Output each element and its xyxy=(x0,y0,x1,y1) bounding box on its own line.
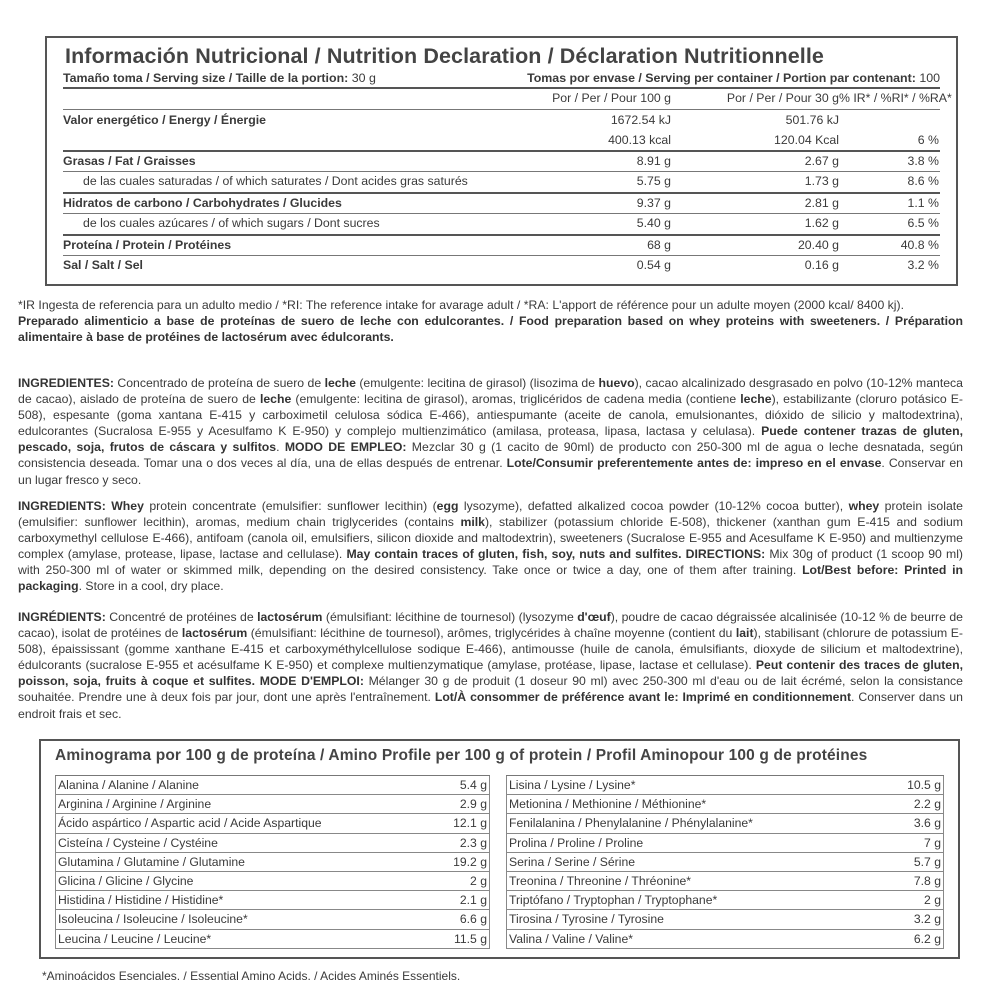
amino-value: 5.7 g xyxy=(913,854,941,869)
ingredients-french: INGRÉDIENTS: Concentré de protéines de lactosérum (émulsifiant: lécithine de tournesol) (lysozyme d'œuf), poudre de cacao dégraissée alcalinisée (10-12 % de beurre de cacao), isolat de protéines de lactosérum (émulsifiant: lécithine de tournesol), arômes, triglycérides à chaîne moyenne (contient du lait), stabilisant (chlorure de potassium E-508), épaississant (gomme xanthane E-415 et carboxyméthylcellulose sodique E-466), antimousse (huile de canola, émulsifiants, dioxyde de silicium et maltodextrine), édulcorants (sucralose E-955 et acésulfame K E-950) et complexe multienzymatique (amylase, protéase, lipase, lactase et cellulase). Peut contenir des traces de gluten, poisson, soja, fruits à coque et sulfites. MODE D'EMPLOI: Mélanger 30 g de produit (1 doseur 90 ml) avec 250-300 ml d'eau ou de lait écrémé, selon la consistance souhaitée. Prendre une à deux fois par jour, dont une après l'entraînement. Lot/À consommer de préférence avant le: Imprimé en conditionnement. Conserver dans un endroit frais et sec. xyxy=(18,610,963,721)
essential-amino-footnote: *Aminoácidos Esenciales. / Essential Amino Acids. / Acides Aminés Essentiels. xyxy=(42,969,461,983)
amino-row xyxy=(55,795,490,814)
amino-value: 6.2 g xyxy=(913,931,941,946)
amino-name: Ácido aspártico / Aspartic acid / Acide Aspartique xyxy=(58,816,322,831)
amino-row xyxy=(506,834,944,853)
amino-name: Leucina / Leucine / Leucine* xyxy=(58,931,212,946)
amino-value: 5.4 g xyxy=(459,778,487,792)
amino-value: 2.3 g xyxy=(459,835,487,850)
amino-row xyxy=(55,891,490,910)
nutrition-table xyxy=(45,36,958,286)
nutrition-column-headers xyxy=(63,89,952,110)
nutrition-title: Información Nutricional / Nutrition Declaration / Déclaration Nutritionnelle xyxy=(65,44,824,68)
amino-name: Serina / Serine / Sérine xyxy=(509,854,636,869)
amino-name: Fenilalanina / Phenylalanine / Phénylalanine* xyxy=(509,816,753,831)
amino-row xyxy=(506,814,944,833)
amino-profile-table xyxy=(39,739,960,959)
amino-value: 7.8 g xyxy=(913,873,941,888)
amino-row xyxy=(506,776,944,795)
amino-value: 2.2 g xyxy=(913,797,941,812)
amino-row xyxy=(55,910,490,929)
amino-value: 2 g xyxy=(924,893,941,908)
amino-row xyxy=(506,872,944,891)
amino-value: 3.2 g xyxy=(913,912,941,927)
amino-name: Treonina / Threonine / Thréonine* xyxy=(509,873,692,888)
ingredients-spanish: INGREDIENTES: Concentrado de proteína de suero de leche (emulgente: lecitina de girasol) (lisozima de huevo), cacao alcalinizado desgrasado en polvo (10-12% manteca de cacao), aislado de proteína de suero de leche (emulgente: lecitina de girasol), aromas, triglicéridos de cadena media (contiene leche), estabilizante (cloruro potásico E-508), espesante (goma xantana E-415 y carboximetil celulosa sódica E-466), antiespumante (aceite de canola, emulsionantes, dióxido de silicio y maltodextrina), edulcorantes (Sucralosa E-955 y Acesulfamo K E-950) y complejo multienzimático (amilasa, proteasa, lipasa, lactasa y celulasa). Puede contener trazas de gluten, pescado, soja, frutos de cáscara y sulfitos. MODO DE EMPLEO: Mezclar 30 g (1 cacito de 90ml) de producto con 250-300 ml de agua o leche desnatada, según consistencia deseada. Tomar una o dos veces al día, una de ellas después de entrenar. Lote/Consumir preferentemente antes de: impreso en el envase. Conservar en un lugar fresco y seco. xyxy=(18,376,963,487)
nutrition-row-sugars: de los cuales azúcares / of which sugars / Dont sucres 5.40 g 1.62 g 6.5 % xyxy=(63,214,940,236)
amino-value: 7 g xyxy=(924,835,941,850)
reference-intake-note: *IR Ingesta de referencia para un adulto medio / *RI: The reference intake for avarage adult / *RA: L'apport de référence pour un adulte moyen (2000 kcal/ 8400 kj). Preparado alimenticio a base de proteínas de suero de leche con edulcorantes. / Food preparation based on whey proteins with sweeteners. / Préparation alimentaire à base de protéines de lactosérum avec édulcorants. xyxy=(18,298,963,345)
amino-value: 10.5 g xyxy=(907,778,941,792)
amino-value: 3.6 g xyxy=(913,816,941,831)
col-header-30g: Por / Per / Pour 30 g xyxy=(726,91,839,105)
amino-row xyxy=(506,795,944,814)
amino-value: 19.2 g xyxy=(453,854,487,869)
nutrition-row-carbohydrates: Hidratos de carbono / Carbohydrates / Glucides 9.37 g 2.81 g 1.1 % xyxy=(63,194,940,215)
amino-name: Tirosina / Tyrosine / Tyrosine xyxy=(509,912,664,927)
amino-value: 12.1 g xyxy=(453,816,487,831)
amino-name: Cisteína / Cysteine / Cystéine xyxy=(58,835,218,850)
nutrition-row-salt: Sal / Salt / Sel 0.54 g 0.16 g 3.2 % xyxy=(63,258,939,272)
amino-name: Triptófano / Tryptophan / Tryptophane* xyxy=(509,893,718,908)
amino-row xyxy=(506,910,944,929)
amino-row xyxy=(506,891,944,910)
servings-per-container: Tomas por envase / Serving per container / Portion par contenant: 100 xyxy=(527,71,940,85)
amino-name: Alanina / Alanine / Alanine xyxy=(58,778,199,792)
amino-name: Valina / Valine / Valine* xyxy=(509,931,633,946)
nutrition-row-saturates: de las cuales saturadas / of which saturates / Dont acides gras saturés 5.75 g 1.73 g 8.6 % xyxy=(63,172,940,194)
amino-row xyxy=(506,930,944,949)
amino-column-right xyxy=(506,775,944,949)
amino-grid xyxy=(55,775,944,949)
ingredients-english: INGREDIENTS: Whey protein concentrate (emulsifier: sunflower lecithin) (egg lysozyme), defatted alkalized cocoa powder (10-12% cocoa butter), whey protein isolate (emulsifier: sunflower lecithin), aromas, medium chain triglycerides (contains milk), stabilizer (potassium chloride E-508), thickener (xanthan gum E-415 and sodium carboxymethyl cellulose E-466), antifoam (canola oil, emulsifiers, silicon dioxide and maltodextrin), sweeteners (Sucralose E-955 and Acesulfame K E-950) and multienzyme complex (amylase, protease, lipase, lactase and cellulase). May contain traces of gluten, fish, soy, nuts and sulfites. DIRECTIONS: Mix 30g of product (1 scoop 90 ml) with 250-300 ml of water or skimmed milk, depending on the desired consistency. Take once or twice a day, one of them after training. Lot/Best before: Printed in packaging. Store in a cool, dry place. xyxy=(18,499,963,594)
amino-row xyxy=(55,834,490,853)
amino-name: Histidina / Histidine / Histidine* xyxy=(58,893,224,908)
amino-profile-title: Aminograma por 100 g de proteína / Amino Profile per 100 g of protein / Profil Aminopour 100 g de protéines xyxy=(55,747,868,764)
amino-name: Glutamina / Glutamine / Glutamine xyxy=(58,854,245,869)
amino-row xyxy=(506,853,944,872)
amino-value: 2.1 g xyxy=(459,893,487,908)
amino-row xyxy=(55,872,490,891)
nutrition-row-protein: Proteína / Protein / Protéines 68 g 20.40 g 40.8 % xyxy=(63,236,940,257)
amino-value: 11.5 g xyxy=(454,931,487,946)
preparation-statement: Preparado alimenticio a base de proteínas de suero de leche con edulcorantes. / Food preparation based on whey proteins with sweeteners. / Préparation alimentaire à base de protéines de lactosérum avec édulcorants. xyxy=(18,314,963,345)
serving-size: Tamaño toma / Serving size / Taille de la portion: 30 g xyxy=(63,71,376,85)
amino-row xyxy=(55,853,490,872)
amino-value: 6.6 g xyxy=(459,912,487,927)
amino-row xyxy=(55,930,490,949)
nutrition-row-energy-kj: Valor energético / Energy / Énergie 1672.54 kJ 501.76 kJ xyxy=(63,112,839,127)
amino-value: 2 g xyxy=(470,873,487,888)
nutrition-row-fat: Grasas / Fat / Graisses 8.91 g 2.67 g 3.8 % xyxy=(63,152,940,173)
amino-row xyxy=(55,776,490,795)
amino-row xyxy=(55,814,490,833)
nutrition-row-energy-kcal: 400.13 kcal 120.04 Kcal 6 % xyxy=(63,130,940,152)
amino-name: Isoleucina / Isoleucine / Isoleucine* xyxy=(58,912,248,927)
amino-column-left xyxy=(55,775,490,949)
amino-name: Metionina / Methionine / Méthionine* xyxy=(509,797,707,812)
amino-name: Lisina / Lysine / Lysine* xyxy=(509,778,636,792)
amino-name: Arginina / Arginine / Arginine xyxy=(58,797,212,812)
serving-row xyxy=(63,70,940,89)
col-header-ri: % IR* / %RI* / %RA* xyxy=(839,91,952,105)
amino-name: Glicina / Glicine / Glycine xyxy=(58,873,194,888)
col-header-100g: Por / Per / Pour 100 g xyxy=(552,91,671,105)
amino-name: Prolina / Proline / Proline xyxy=(509,835,644,850)
amino-value: 2.9 g xyxy=(459,797,487,812)
